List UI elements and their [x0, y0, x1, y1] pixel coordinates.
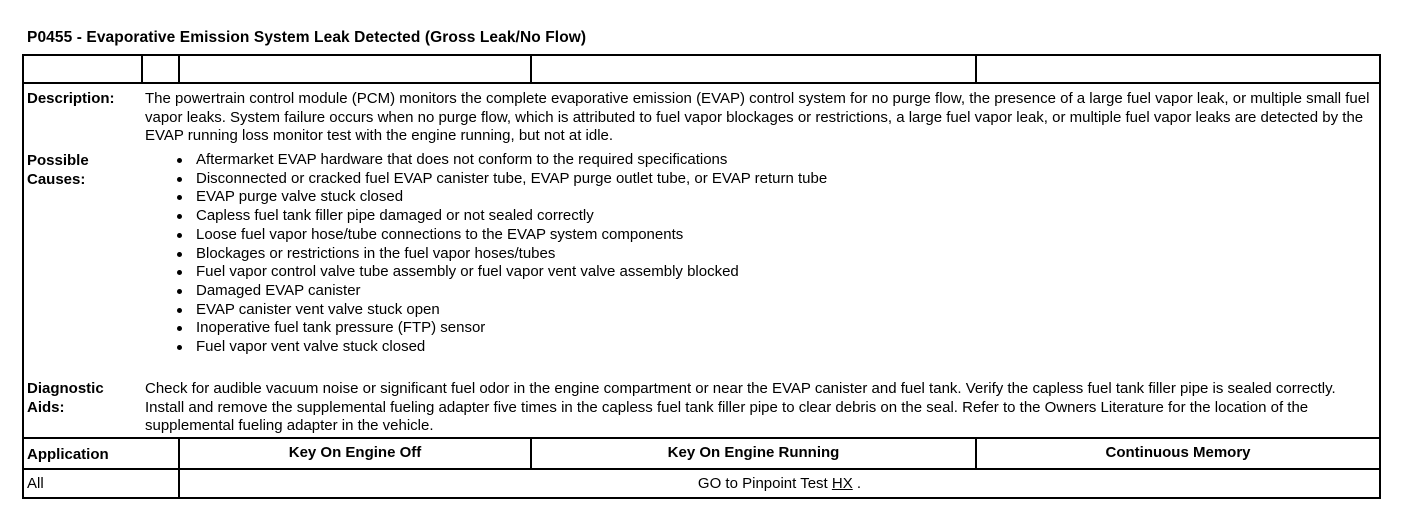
diagnostic-aids-text: Check for audible vacuum noise or significant fuel odor in the engine compartment or near the EVAP canister and fuel tank. Verify the capless fuel tank filler pipe is sealed correctly. Install and remove the supplemental fueling adapter five times in the capless fuel tank filler pipe to clear debris on the seal. Refer to the Owners Literature for the location of the supplemental fueling adapter in the vehicle.	[145, 380, 1336, 435]
table-divider	[22, 468, 1381, 470]
header-key-on-engine-off: Key On Engine Off	[288, 444, 422, 461]
list-item: Capless fuel tank filler pipe damaged or not sealed correctly	[176, 207, 827, 226]
page-title: P0455 - Evaporative Emission System Leak Detected (Gross Leak/No Flow)	[27, 29, 587, 46]
list-item: EVAP canister vent valve stuck open	[176, 301, 827, 320]
table-divider	[141, 54, 143, 83]
table-divider	[530, 54, 532, 83]
possible-causes-label: Possible Causes:	[27, 152, 89, 188]
header-continuous-memory: Continuous Memory	[1105, 444, 1251, 461]
list-item: Fuel vapor control valve tube assembly or fuel vapor vent valve assembly blocked	[176, 263, 827, 282]
table-divider	[22, 82, 1381, 84]
description-text: The powertrain control module (PCM) monitors the complete evaporative emission (EVAP) control system for no purge flow, the presence of a large fuel vapor leak, or multiple small fuel vapor leaks. System failure occurs when no purge flow, which is attributed to fuel vapor blockages or restrictions, a large fuel vapor leak, or multiple fuel vapor leaks are detected by the EVAP running loss monitor test with the engine running, but not at idle.	[145, 90, 1370, 145]
list-item: Loose fuel vapor hose/tube connections to the EVAP system components	[176, 226, 827, 245]
list-item: Inoperative fuel tank pressure (FTP) sensor	[176, 319, 827, 338]
list-item: Blockages or restrictions in the fuel vapor hoses/tubes	[176, 245, 827, 264]
pinpoint-test-link[interactable]: HX	[831, 475, 853, 492]
list-item: Damaged EVAP canister	[176, 282, 827, 301]
diagnostic-aids-label: Diagnostic Aids:	[27, 380, 104, 416]
possible-causes-list	[176, 151, 827, 357]
list-item: Fuel vapor vent valve stuck closed	[176, 338, 827, 357]
pinpoint-test-action: GO to Pinpoint Test HX .	[697, 475, 862, 492]
list-item: EVAP purge valve stuck closed	[176, 188, 827, 207]
description-label: Description:	[27, 90, 115, 107]
header-key-on-engine-running: Key On Engine Running	[667, 444, 840, 461]
table-divider	[22, 437, 1381, 439]
table-divider	[178, 54, 180, 83]
list-item: Aftermarket EVAP hardware that does not conform to the required specifications	[176, 151, 827, 170]
header-application: Application	[27, 446, 109, 463]
table-divider	[975, 54, 977, 83]
application-value: All	[27, 475, 44, 492]
list-item: Disconnected or cracked fuel EVAP canister tube, EVAP purge outlet tube, or EVAP return tube	[176, 170, 827, 189]
